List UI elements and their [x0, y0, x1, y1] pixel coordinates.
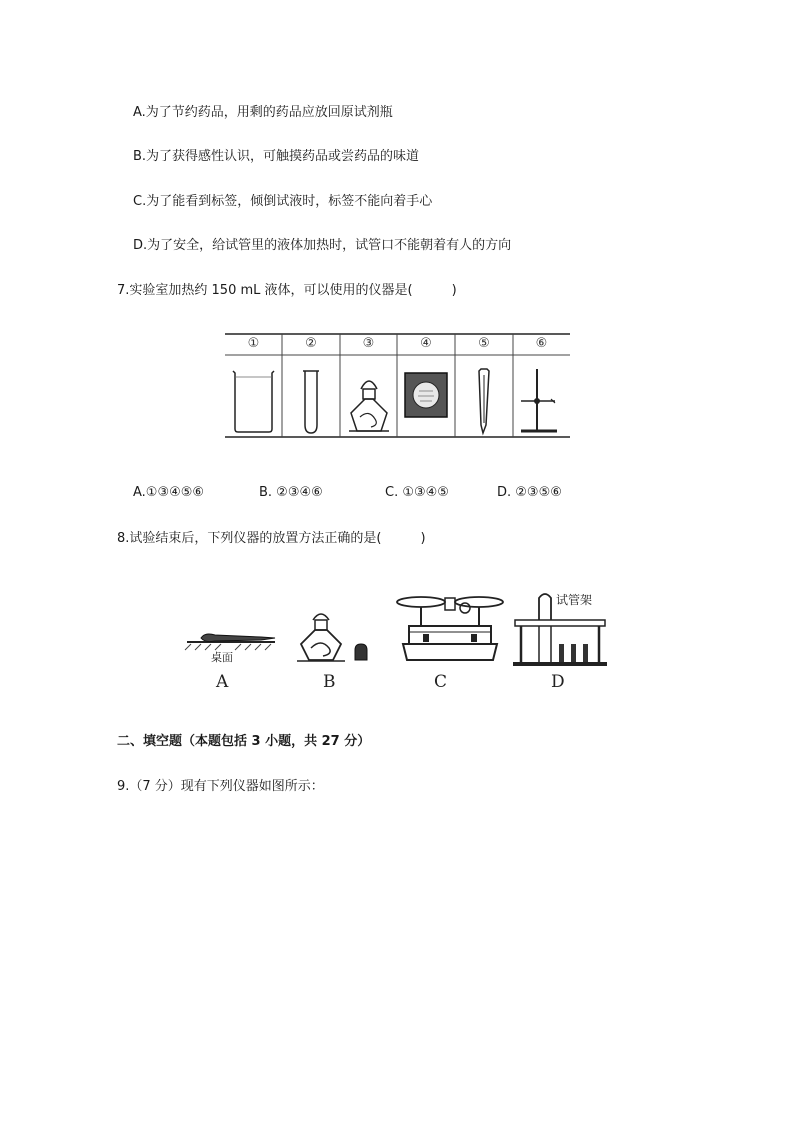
dropper-on-desk-icon [185, 634, 275, 650]
figure-letter-d: D [551, 672, 565, 692]
figure-letter-b: B [323, 672, 336, 692]
iron-stand-icon [521, 369, 557, 431]
q8-stem: 8.试验结束后，下列仪器的放置方法正确的是( ) [117, 531, 426, 546]
q7-option-b: B. ②③④⑥ [259, 485, 323, 500]
section-heading: 二、填空题（本题包括 3 小题，共 27 分） [117, 734, 371, 749]
desk-label: 桌面 [211, 651, 233, 664]
q8-figure [183, 588, 613, 693]
test-tube-icon [303, 371, 319, 433]
q6-option-b: B.为了获得感性认识，可触摸药品或尝药品的味道 [133, 149, 420, 164]
q8-figure-drawing [183, 588, 613, 693]
crucible-tongs-icon [479, 369, 489, 433]
instrument-table: ① ② ③ ④ ⑤ ⑥ [225, 333, 570, 439]
q7-stem: 7.实验室加热约 150 mL 液体，可以使用的仪器是( ) [117, 283, 457, 298]
beaker-icon [233, 371, 274, 432]
rack-label: 试管架 [556, 593, 593, 607]
asbestos-gauze-icon [405, 373, 447, 417]
q7-option-d: D. ②③⑤⑥ [497, 485, 562, 500]
q6-option-c: C.为了能看到标签，倾倒试液时，标签不能向着手心 [133, 194, 433, 209]
q7-options [0, 485, 794, 501]
alcohol-lamp-icon [349, 381, 389, 431]
q6-option-a: A.为了节约药品，用剩的药品应放回原试剂瓶 [133, 105, 393, 120]
q9-stem: 9.（7 分）现有下列仪器如图所示： [117, 779, 324, 794]
balance-icon [397, 597, 503, 660]
q6-option-d: D.为了安全，给试管里的液体加热时，试管口不能朝着有人的方向 [133, 238, 512, 253]
q7-option-a: A.①③④⑤⑥ [133, 485, 205, 500]
q7-option-c: C. ①③④⑤ [385, 485, 449, 500]
figure-letter-a: A [216, 672, 229, 692]
figure-letter-c: C [434, 672, 448, 692]
alcohol-lamp-uncapped-icon [297, 614, 367, 661]
